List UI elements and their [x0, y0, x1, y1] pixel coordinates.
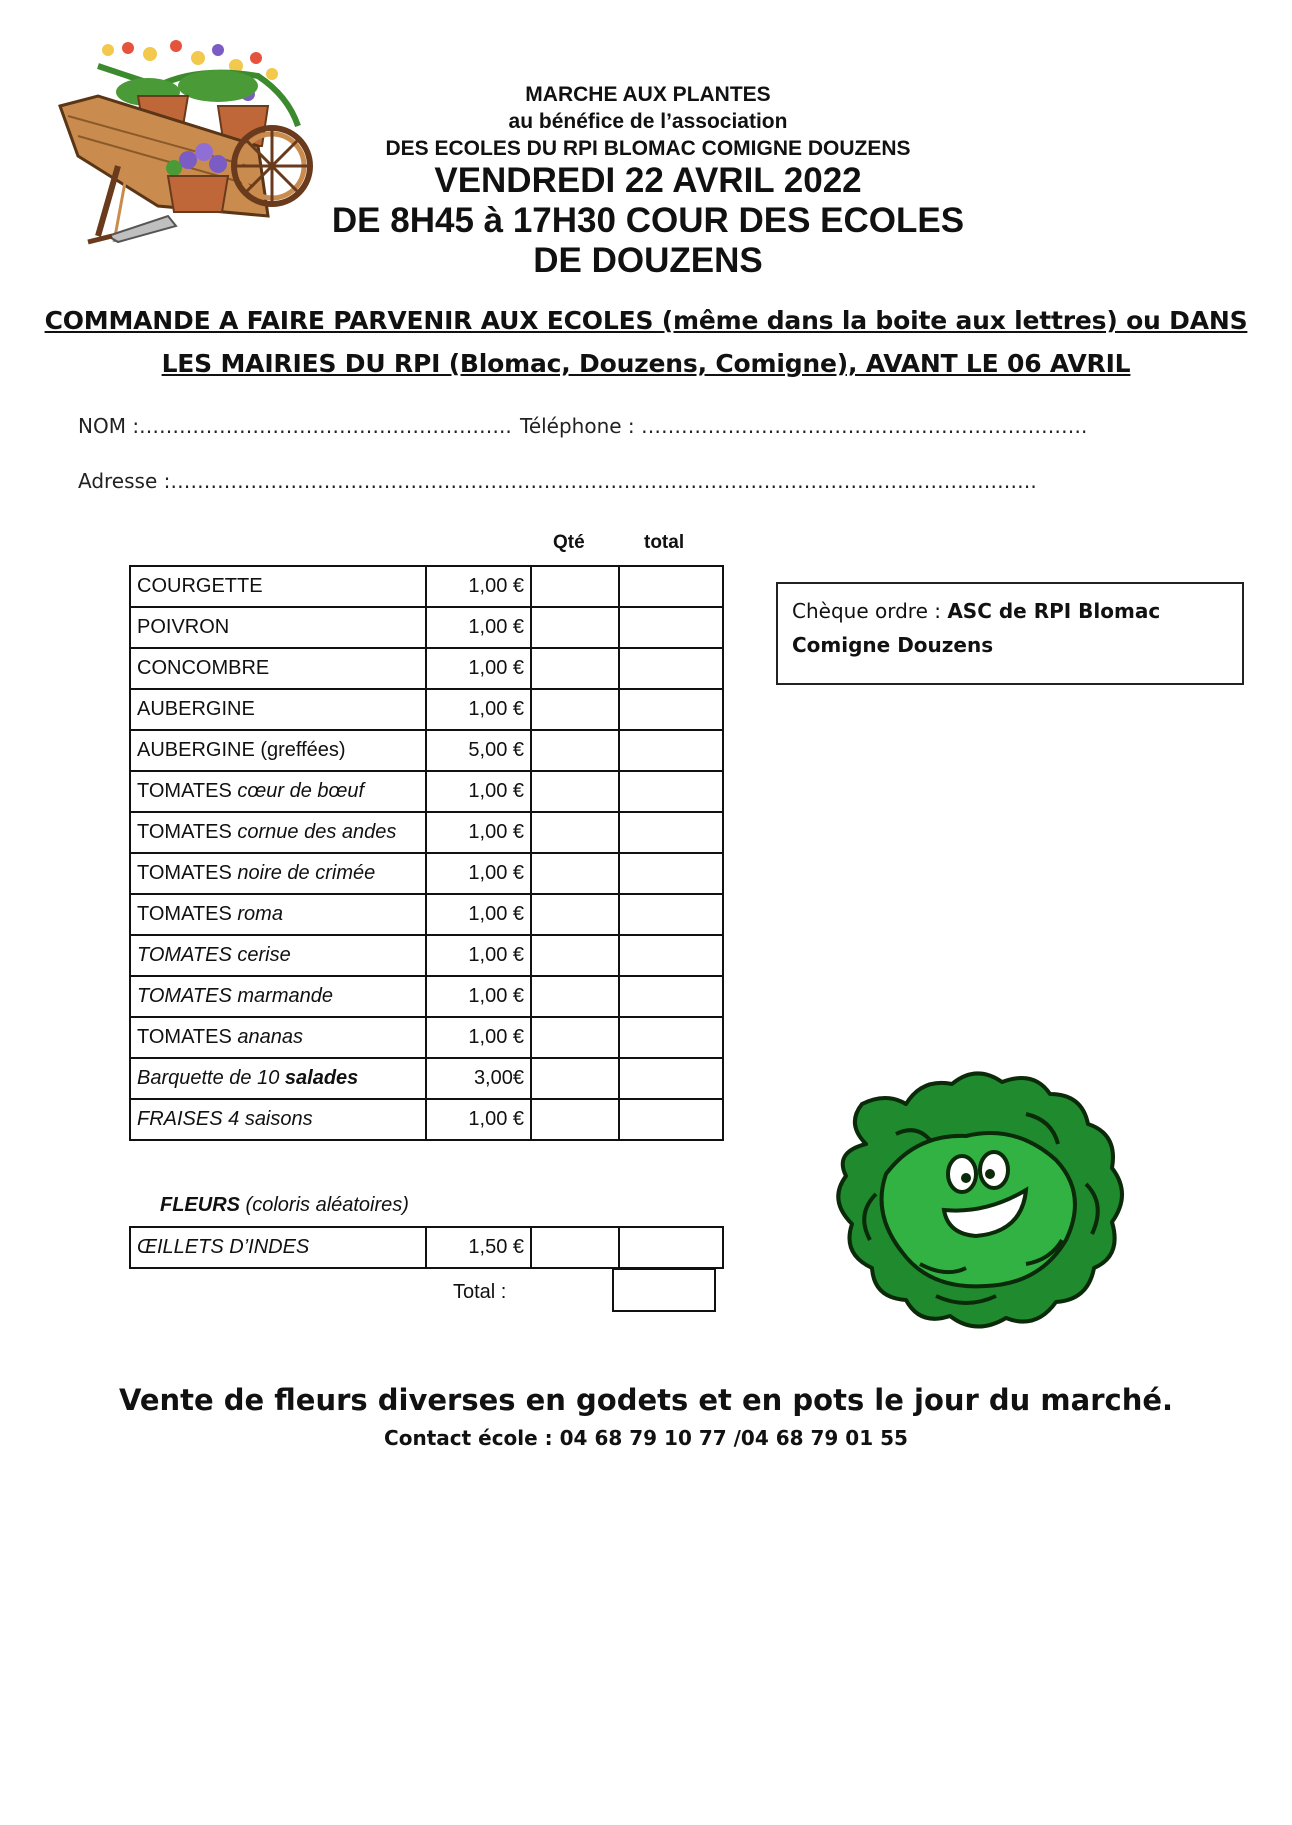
product-name: FRAISES 4 saisons: [130, 1099, 426, 1140]
table-row: [130, 607, 723, 648]
qty-cell[interactable]: [531, 935, 619, 976]
product-name: [130, 1058, 426, 1099]
qty-cell[interactable]: [531, 648, 619, 689]
product-variety: roma: [237, 903, 283, 925]
product-highlight: salades: [284, 1067, 359, 1089]
product-label: TOMATES: [137, 862, 238, 884]
table-row: [130, 771, 723, 812]
product-price: 1,00 €: [426, 689, 531, 730]
total-cell[interactable]: [619, 1058, 723, 1099]
product-label: AUBERGINE: [137, 698, 255, 720]
total-cell[interactable]: [619, 853, 723, 894]
table-row: [130, 976, 723, 1017]
header-title: MARCHE AUX PLANTES: [525, 83, 771, 106]
total-cell[interactable]: [619, 771, 723, 812]
qty-cell[interactable]: [531, 894, 619, 935]
product-name: [130, 935, 426, 976]
table-row: [130, 566, 723, 607]
total-cell[interactable]: [619, 935, 723, 976]
header-schools: DES ECOLES DU RPI BLOMAC COMIGNE DOUZENS: [385, 137, 911, 160]
total-cell[interactable]: [619, 1227, 723, 1268]
product-price: 5,00 €: [426, 730, 531, 771]
qty-cell[interactable]: [531, 1017, 619, 1058]
footer-contact: Contact école : 04 68 79 10 77 /04 68 79 01 55: [384, 1426, 908, 1450]
product-name: [130, 853, 426, 894]
qty-cell[interactable]: [531, 607, 619, 648]
product-variety: cœur de bœuf: [237, 780, 365, 802]
table-row: [130, 1058, 723, 1099]
product-variety: TOMATES marmande: [137, 985, 333, 1007]
table-row: [130, 1017, 723, 1058]
table-row: [130, 1227, 723, 1268]
product-variety: cornue des andes: [237, 821, 397, 843]
table-row: [130, 689, 723, 730]
header-date: VENDREDI 22 AVRIL 2022: [434, 161, 862, 200]
product-price: 1,00 €: [426, 648, 531, 689]
table-row: [130, 935, 723, 976]
header-place: DE DOUZENS: [533, 241, 763, 280]
fleurs-note: (coloris aléatoires): [240, 1194, 409, 1216]
header-subtitle: au bénéfice de l’association: [508, 110, 788, 133]
total-cell[interactable]: [619, 648, 723, 689]
total-cell[interactable]: [619, 812, 723, 853]
order-table: [129, 565, 724, 1141]
product-label: TOMATES: [137, 903, 238, 925]
qty-cell[interactable]: [531, 730, 619, 771]
header-hours: DE 8H45 à 17H30 COUR DES ECOLES: [331, 201, 965, 240]
product-price: 1,00 €: [426, 566, 531, 607]
cheque-payee: ASC de RPI Blomac Comigne Douzens: [792, 599, 1161, 657]
product-price: 1,00 €: [426, 771, 531, 812]
product-label: Barquette de 10: [137, 1067, 285, 1089]
product-variety: TOMATES cerise: [137, 944, 291, 966]
flowers-table: [129, 1226, 724, 1269]
product-price: 1,00 €: [426, 894, 531, 935]
product-name: [130, 566, 426, 607]
qty-cell[interactable]: [531, 771, 619, 812]
product-price: 1,00 €: [426, 1017, 531, 1058]
product-price: 1,00 €: [426, 812, 531, 853]
product-label: TOMATES: [137, 821, 238, 843]
total-cell[interactable]: [619, 689, 723, 730]
product-label: COURGETTE: [137, 575, 263, 597]
grand-total-label: Total :: [453, 1281, 507, 1303]
product-name: [130, 894, 426, 935]
table-row: [130, 894, 723, 935]
product-label: TOMATES: [137, 780, 238, 802]
wheelbarrow-illustration: [58, 36, 320, 252]
product-label: AUBERGINE (greffées): [137, 739, 346, 761]
product-name: [130, 812, 426, 853]
total-column-header: total: [644, 532, 685, 553]
product-name: [130, 648, 426, 689]
product-name: [130, 730, 426, 771]
product-price: 1,50 €: [426, 1227, 531, 1268]
table-row: [130, 730, 723, 771]
product-price: 3,00€: [426, 1058, 531, 1099]
product-name: [130, 689, 426, 730]
qty-column-header: Qté: [553, 532, 585, 553]
qty-cell[interactable]: [531, 812, 619, 853]
table-row: [130, 648, 723, 689]
qty-cell[interactable]: [531, 566, 619, 607]
total-cell[interactable]: [619, 607, 723, 648]
product-price: 1,00 €: [426, 935, 531, 976]
product-label: TOMATES: [137, 1026, 238, 1048]
total-cell[interactable]: [619, 894, 723, 935]
qty-cell[interactable]: [531, 1058, 619, 1099]
product-name: [130, 976, 426, 1017]
product-name: [130, 771, 426, 812]
product-name: [130, 607, 426, 648]
lettuce-mascot-illustration: [826, 1064, 1138, 1336]
order-notice-line1: COMMANDE A FAIRE PARVENIR AUX ECOLES (même dans la boite aux lettres) ou DANS: [44, 306, 1248, 335]
grand-total-cell[interactable]: [612, 1268, 716, 1312]
product-name: ŒILLETS D’INDES: [130, 1227, 426, 1268]
name-field[interactable]: NOM :………………………………………………..: [78, 414, 512, 438]
qty-cell[interactable]: [531, 689, 619, 730]
table-row: [130, 1099, 723, 1140]
total-cell[interactable]: [619, 730, 723, 771]
product-variety: noire de crimée: [237, 862, 376, 884]
total-cell[interactable]: [619, 1017, 723, 1058]
qty-cell[interactable]: [531, 976, 619, 1017]
qty-cell[interactable]: [531, 1227, 619, 1268]
product-variety: ananas: [237, 1026, 304, 1048]
total-cell[interactable]: [619, 1099, 723, 1140]
product-price: 1,00 €: [426, 853, 531, 894]
order-notice-line2: LES MAIRIES DU RPI (Blomac, Douzens, Comigne), AVANT LE 06 AVRIL: [161, 349, 1131, 378]
table-row: [130, 853, 723, 894]
cheque-box: [776, 582, 1244, 685]
product-price: 1,00 €: [426, 607, 531, 648]
total-cell[interactable]: [619, 566, 723, 607]
address-field[interactable]: Adresse :………………………………………………………………………………………………………………….: [78, 469, 1037, 493]
cheque-label: Chèque ordre :: [792, 599, 948, 623]
fleurs-label: FLEURS: [160, 1194, 240, 1216]
qty-cell[interactable]: [531, 1099, 619, 1140]
product-label: CONCOMBRE: [137, 657, 270, 679]
table-row: [130, 812, 723, 853]
product-label: POIVRON: [137, 616, 230, 638]
qty-cell[interactable]: [531, 853, 619, 894]
fleurs-section-title: [160, 1194, 409, 1217]
telephone-field[interactable]: Téléphone : ………………………………………………………….: [520, 414, 1088, 438]
product-price: 1,00 €: [426, 976, 531, 1017]
footer-sale-text: Vente de fleurs diverses en godets et en pots le jour du marché.: [118, 1383, 1174, 1417]
total-cell[interactable]: [619, 976, 723, 1017]
product-price: 1,00 €: [426, 1099, 531, 1140]
product-name: [130, 1017, 426, 1058]
